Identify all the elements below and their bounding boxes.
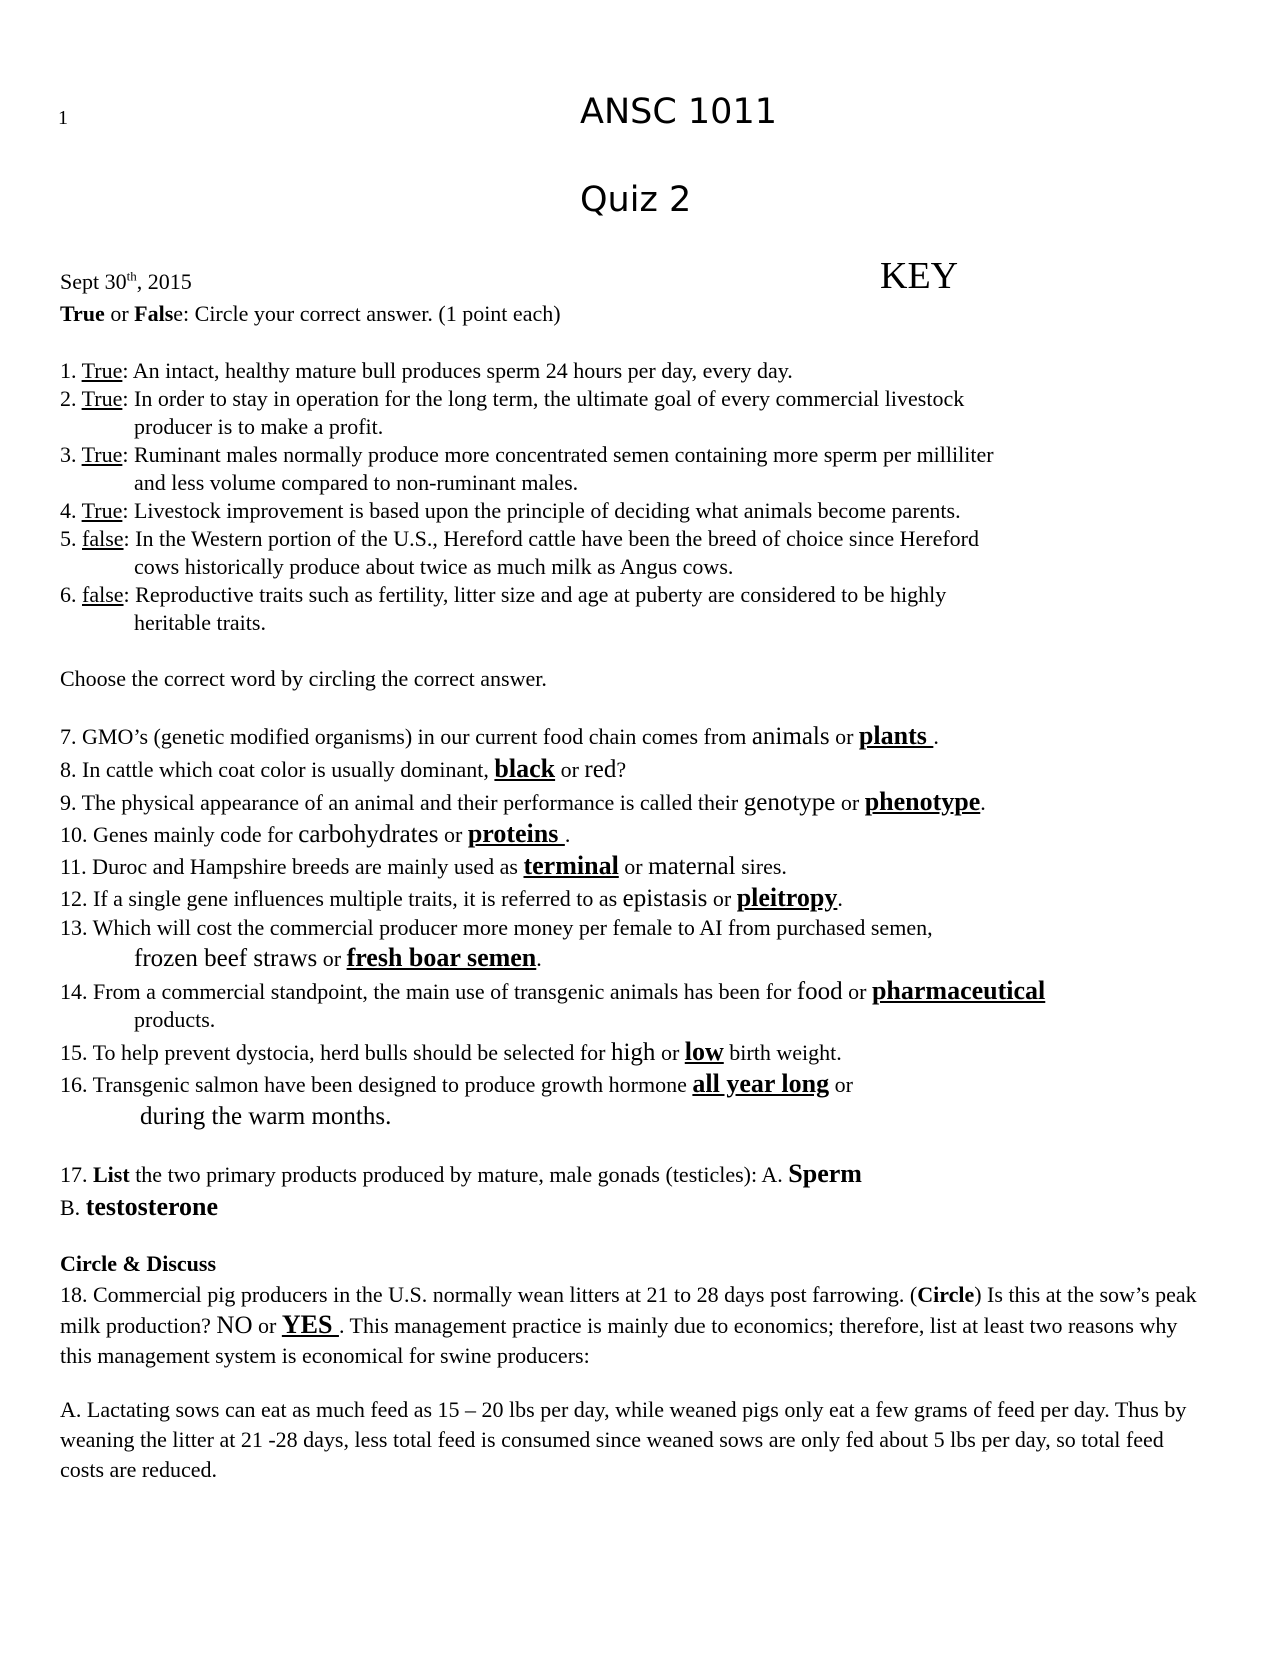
choose-question-9: 9. The physical appearance of an animal and their performance is called their genotype or phenotype.: [60, 787, 986, 816]
correct-answer: fresh boar semen: [346, 943, 537, 972]
correct-answer: pleitropy: [736, 883, 838, 912]
choose-instructions: Choose the correct word by circling the correct answer.: [60, 666, 547, 691]
tf-instructions: True or False: Circle your correct answer. (1 point each): [60, 301, 561, 326]
tf-answer: false: [82, 582, 124, 607]
option: genotype: [743, 789, 836, 816]
answer-a: Sperm: [788, 1159, 862, 1188]
correct-answer: low: [684, 1037, 724, 1066]
choose-question-14: 14. From a commercial standpoint, the main use of transgenic animals has been for food or pharmaceutical: [60, 976, 1046, 1005]
tf-answer: True: [81, 386, 123, 411]
correct-answer: pharmaceutical: [871, 976, 1046, 1005]
option: frozen beef straws: [134, 945, 318, 972]
correct-answer: phenotype: [864, 787, 981, 816]
tf-answer: True: [81, 498, 123, 523]
page-number: 1: [58, 107, 68, 129]
choose-question-13: 13. Which will cost the commercial producer more money per female to AI from purchased semen,: [60, 915, 933, 940]
choose-question-8: 8. In cattle which coat color is usually dominant, black or red?: [60, 754, 627, 783]
tf-answer: false: [82, 526, 124, 551]
quiz-date: Sept 30th, 2015: [60, 268, 192, 294]
correct-answer: YES: [281, 1310, 339, 1339]
choose-question-7: 7. GMO’s (genetic modified organisms) in our current food chain comes from animals or plants .: [60, 721, 939, 750]
discuss-heading: Circle & Discuss: [60, 1251, 217, 1276]
key-label: KEY: [880, 255, 959, 297]
correct-answer: plants: [858, 721, 934, 750]
quiz-title: Quiz 2: [580, 180, 692, 220]
tf-question-3: 3. True: Ruminant males normally produce more concentrated semen containing more sperm per milliliter: [60, 442, 994, 467]
choose-question-12: 12. If a single gene influences multiple traits, it is referred to as epistasis or pleitropy.: [60, 883, 843, 912]
choose-question-13-options: frozen beef straws or fresh boar semen.: [134, 943, 542, 972]
choose-question-16-option: during the warm months.: [140, 1103, 392, 1130]
question-18-answer-a: A. Lactating sows can eat as much feed as 15 – 20 lbs per day, while weaned pigs only eat a few grams of feed per day. Thus by weaning the litter at 21 -28 days, less total feed is consumed since weaned sows are only fed about 5 lbs per day, so total feed costs are reduced.: [60, 1397, 1187, 1482]
tf-question-6: 6. false: Reproductive traits such as fertility, litter size and age at puberty are considered to be highly: [60, 582, 947, 607]
option: red: [584, 756, 617, 783]
choose-question-16: 16. Transgenic salmon have been designed to produce growth hormone all year long or: [60, 1069, 853, 1098]
option: carbohydrates: [298, 821, 439, 848]
tf-answer: True: [81, 442, 123, 467]
correct-answer: proteins: [467, 819, 565, 848]
tf-question-5: 5. false: In the Western portion of the U.S., Hereford cattle have been the breed of choice since Hereford: [60, 526, 980, 551]
tf-question-5-cont: cows historically produce about twice as much milk as Angus cows.: [134, 554, 734, 579]
correct-answer: terminal: [523, 851, 619, 880]
option: NO: [216, 1312, 253, 1339]
choose-question-15: 15. To help prevent dystocia, herd bulls should be selected for high or low birth weight.: [60, 1037, 842, 1066]
choose-question-10: 10. Genes mainly code for carbohydrates or proteins .: [60, 819, 571, 848]
tf-question-1: 1. True: An intact, healthy mature bull produces sperm 24 hours per day, every day.: [60, 358, 793, 383]
answer-b: testosterone: [85, 1192, 219, 1221]
correct-answer: black: [494, 754, 556, 783]
course-title: ANSC 1011: [580, 92, 777, 132]
option: maternal: [648, 853, 736, 880]
choose-question-11: 11. Duroc and Hampshire breeds are mainly used as terminal or maternal sires.: [60, 851, 787, 880]
question-18: 18. Commercial pig producers in the U.S. normally wean litters at 21 to 28 days post farrowing. (Circle) Is this at the sow’s peak milk production? NO or YES . This management practice is mainly due to economics; therefore, list at least two reasons why this management system is economical for swine producers:: [60, 1282, 1197, 1368]
tf-question-3-cont: and less volume compared to non-ruminant males.: [134, 470, 579, 495]
tf-question-2: 2. True: In order to stay in operation for the long term, the ultimate goal of every commercial livestock: [60, 386, 965, 411]
option: animals: [751, 723, 830, 750]
question-17: 17. List the two primary products produced by mature, male gonads (testicles): A. Sperm: [60, 1159, 862, 1188]
tf-question-2-cont: producer is to make a profit.: [134, 414, 384, 439]
tf-question-4: 4. True: Livestock improvement is based upon the principle of deciding what animals become parents.: [60, 498, 961, 523]
option: epistasis: [622, 885, 708, 912]
correct-answer: all year long: [692, 1069, 830, 1098]
option: food: [796, 978, 843, 1005]
question-17-b: B. testosterone: [60, 1192, 219, 1221]
tf-answer: True: [81, 358, 123, 383]
choose-question-14-cont: products.: [134, 1007, 216, 1032]
option: high: [610, 1039, 656, 1066]
tf-question-6-cont: heritable traits.: [134, 610, 266, 635]
